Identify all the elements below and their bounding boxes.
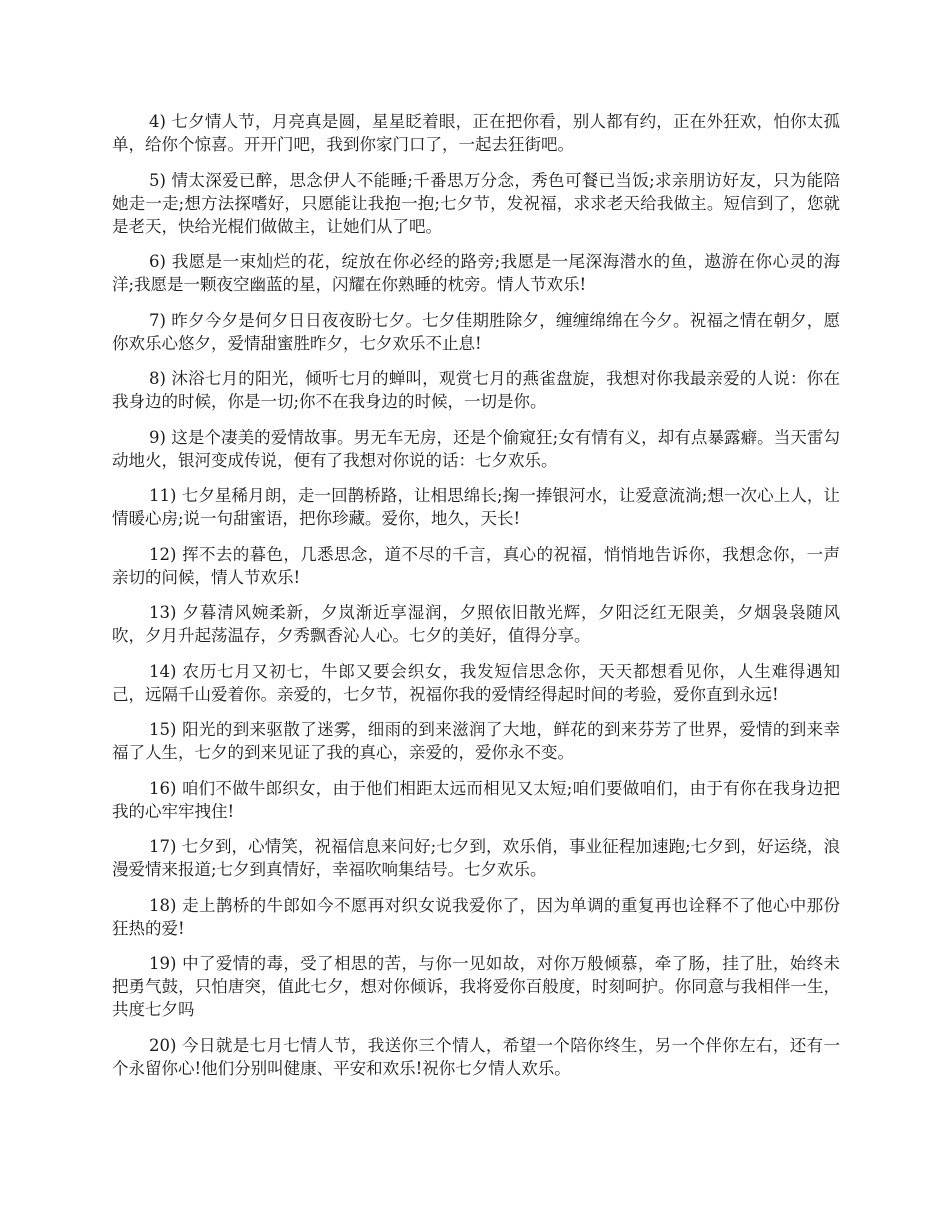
- paragraph-number: 13): [149, 603, 177, 622]
- paragraph-text: 夕暮清风婉柔新，夕岚渐近享湿润，夕照依旧散光辉，夕阳泛红无限美，夕烟袅袅随风吹，夕月升起荡温存，夕秀飘香沁人心。七夕的美好，值得分享。: [112, 603, 841, 645]
- paragraph: [112, 777, 840, 823]
- paragraph-number: 8): [149, 369, 166, 388]
- paragraph-number: 16): [149, 778, 177, 798]
- paragraph: [112, 952, 840, 1021]
- paragraph-number: 18): [149, 895, 177, 915]
- paragraph: [112, 169, 840, 238]
- paragraph-text: 咱们不做牛郎织女，由于他们相距太远而相见又太短;咱们要做咱们，由于有你在我身边把我的心牢牢拽住!: [112, 778, 840, 821]
- paragraph-text: 中了爱情的毒，受了相思的苦，与你一见如故，对你万般倾慕，牵了肠，挂了肚，始终未把勇气鼓，只怕唐突，值此七夕，想对你倾诉，我将爱你百般度，时刻呵护。你同意与我相伴一生，共度七夕吗: [112, 954, 840, 1019]
- paragraph-text: 昨夕今夕是何夕日日夜夜盼七夕。七夕佳期胜除夕，缠缠绵绵在今夕。祝福之情在朝夕，愿你欢乐心悠夕，爱情甜蜜胜昨夕，七夕欢乐不止息!: [112, 310, 840, 353]
- paragraph-text: 沐浴七月的阳光，倾听七月的蝉叫，观赏七月的燕雀盘旋，我想对你我最亲爱的人说：你在我身边的时候，你是一切;你不在我身边的时候，一切是你。: [112, 369, 840, 411]
- paragraph-number: 15): [149, 720, 177, 739]
- paragraph-number: 5): [149, 170, 166, 190]
- paragraph-number: 9): [149, 427, 166, 447]
- paragraph: [112, 250, 840, 296]
- paragraph-text: 七夕星稀月朗，走一回鹊桥路，让相思绵长;掬一捧银河水，让爱意流淌;想一次心上人，让情暖心房;说一句甜蜜语，把你珍藏。爱你，地久，天长!: [112, 486, 840, 528]
- paragraph-text: 走上鹊桥的牛郎如今不愿再对织女说我爱你了，因为单调的重复再也诠释不了他心中那份狂热的爱!: [112, 895, 840, 938]
- paragraph-text: 今日就是七月七情人节，我送你三个情人，希望一个陪你终生，另一个伴你左右，还有一个永留你心!他们分别叫健康、平安和欢乐!祝你七夕情人欢乐。: [112, 1035, 840, 1078]
- paragraph-number: 17): [149, 837, 177, 856]
- paragraph-text: 农历七月又初七，牛郎又要会织女，我发短信思念你，天天都想看见你，人生难得遇知己，远隔千山爱着你。亲爱的，七夕节，祝福你我的爱情经得起时间的考验，爱你直到永远!: [112, 661, 841, 704]
- paragraph-text: 情太深爱已醉，思念伊人不能睡;千番思万分念，秀色可餐已当饭;求亲朋访好友，只为能陪她走一走;想方法探嗜好，只愿能让我抱一抱;七夕节，发祝福，求求老天给我做主。短信到了，您就是老天，快给光棍们做做主，让她们从了吧。: [112, 170, 840, 236]
- paragraph-text: 这是个凄美的爱情故事。男无车无房，还是个偷窥狂;女有情有义，却有点暴露癖。当天雷勾动地火，银河变成传说，便有了我想对你说的话：七夕欢乐。: [112, 427, 840, 470]
- paragraph-text: 阳光的到来驱散了迷雾，细雨的到来滋润了大地，鲜花的到来芬芳了世界，爱情的到来幸福了人生，七夕的到来见证了我的真心，亲爱的，爱你永不变。: [112, 720, 840, 762]
- paragraph: [112, 835, 840, 881]
- paragraph: [112, 426, 840, 472]
- paragraph-number: 11): [149, 486, 177, 505]
- paragraph: [112, 1034, 840, 1080]
- paragraph: [112, 660, 840, 706]
- paragraph: [112, 894, 840, 940]
- paragraph-number: 4): [149, 112, 166, 131]
- paragraph: [112, 543, 840, 589]
- paragraph-number: 20): [149, 1035, 177, 1055]
- paragraph-number: 12): [149, 544, 177, 564]
- paragraph-text: 七夕情人节，月亮真是圆，星星眨着眼，正在把你看，别人都有约，正在外狂欢，怕你太孤单，给你个惊喜。开开门吧，我到你家门口了，一起去狂街吧。: [112, 112, 840, 154]
- paragraph-number: 6): [149, 252, 166, 271]
- paragraph: [112, 601, 840, 647]
- paragraph: [112, 110, 840, 156]
- paragraph-text: 我愿是一束灿烂的花，绽放在你必经的路旁;我愿是一尾深海潜水的鱼，遨游在你心灵的海洋;我愿是一颗夜空幽蓝的星，闪耀在你熟睡的枕旁。情人节欢乐!: [112, 252, 841, 294]
- paragraph: [112, 718, 840, 764]
- paragraph: [112, 484, 840, 530]
- paragraph-number: 14): [149, 661, 177, 681]
- paragraph: [112, 367, 840, 413]
- paragraph-text: 挥不去的暮色，几悉思念，道不尽的千言，真心的祝福，悄悄地告诉你，我想念你，一声亲切的问候，情人节欢乐!: [112, 544, 840, 587]
- paragraph-text: 七夕到，心情笑，祝福信息来问好;七夕到，欢乐俏，事业征程加速跑;七夕到，好运绕，浪漫爱情来报道;七夕到真情好，幸福吹响集结号。七夕欢乐。: [112, 837, 840, 879]
- paragraph: [112, 309, 840, 355]
- paragraph-number: 7): [149, 310, 166, 330]
- paragraph-number: 19): [149, 954, 177, 973]
- document-body: [112, 110, 840, 1092]
